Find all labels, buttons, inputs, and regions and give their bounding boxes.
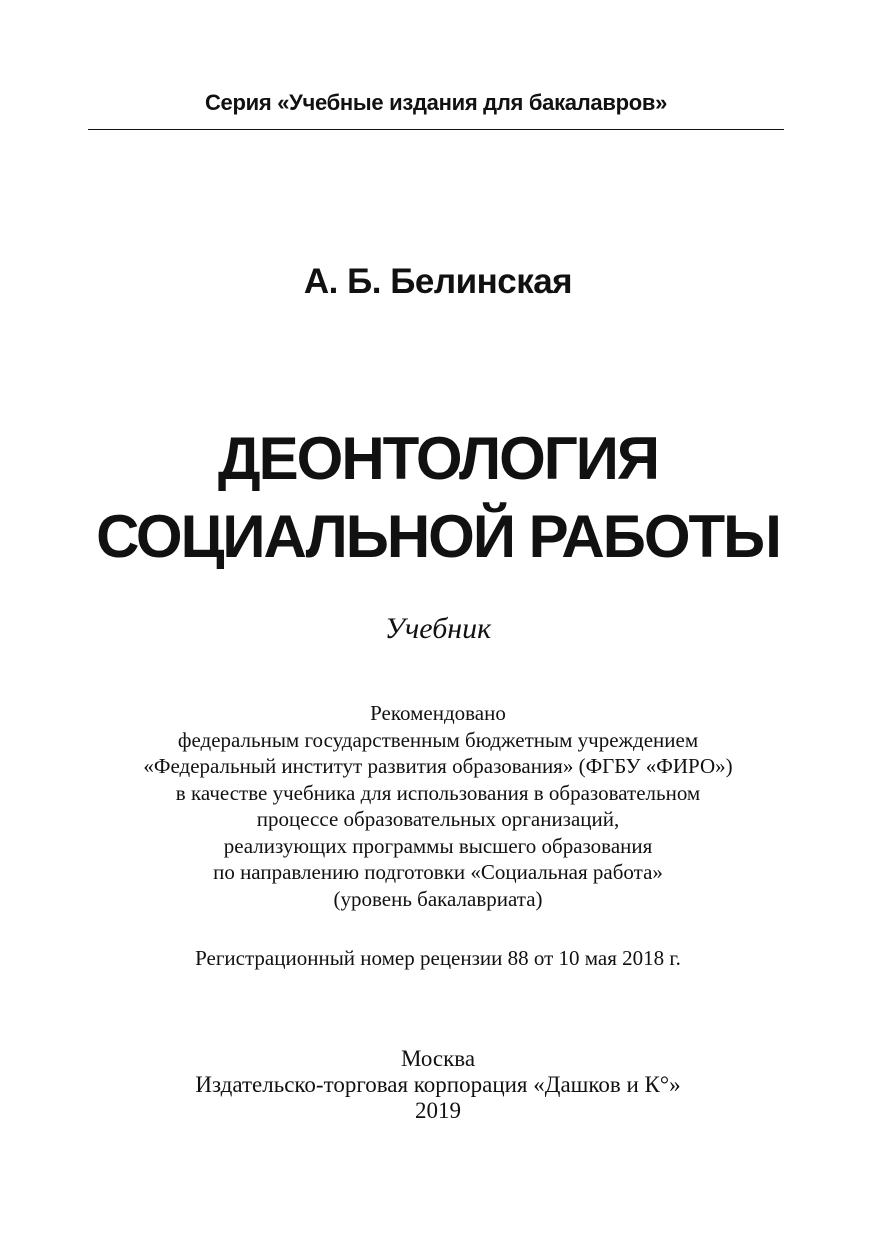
- series-heading: Серия «Учебные издания для бакалавров»: [204, 90, 668, 115]
- book-type: Учебник: [384, 612, 492, 645]
- recommendation-line: процессе образовательных организаций,: [256, 807, 620, 831]
- recommendation-line: «Федеральный институт развития образования» (ФГБУ «ФИРО»): [143, 754, 733, 778]
- recommendation-line: реализующих программы высшего образования: [223, 833, 653, 858]
- recommendation-line: по направлению подготовки «Социальная работа»: [213, 860, 663, 884]
- registration-number: Регистрационный номер рецензии 88 от 10 мая 2018 г.: [195, 946, 681, 970]
- recommendation-line: федеральным государственным бюджетным учреждением: [177, 727, 699, 752]
- title-line: ДЕОНТОЛОГИЯ: [217, 425, 659, 492]
- book-title: [0, 420, 876, 576]
- recommendation-line: (уровень бакалавриата): [333, 886, 543, 911]
- recommendation-line: Рекомендовано: [370, 701, 506, 725]
- imprint-publisher: Издательско-торговая корпорация «Дашков и К°»: [195, 1072, 681, 1097]
- imprint-block: [0, 1046, 876, 1124]
- header-divider: [88, 129, 784, 130]
- recommendation-block: [0, 700, 876, 912]
- author-name: А. Б. Белинская: [303, 262, 573, 301]
- recommendation-line: в качестве учебника для использования в образовательном: [175, 780, 701, 805]
- imprint-year: 2019: [415, 1098, 461, 1123]
- imprint-city: Москва: [400, 1046, 476, 1071]
- title-line: СОЦИАЛЬНОЙ РАБОТЫ: [96, 503, 780, 570]
